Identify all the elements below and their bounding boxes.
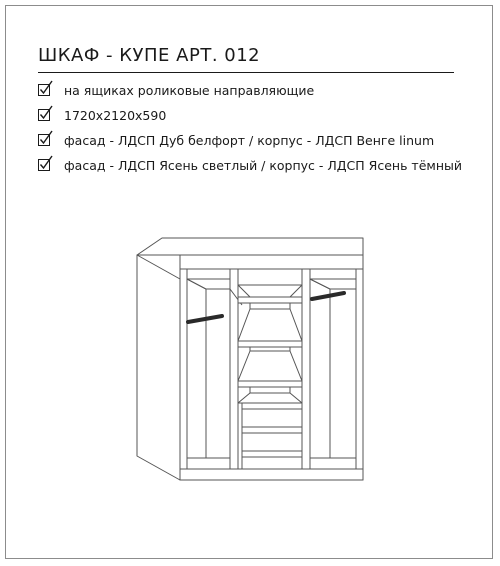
checkbox-icon [38, 108, 52, 122]
page-title: ШКАФ - КУПЕ АРТ. 012 [38, 45, 261, 66]
feature-item [38, 81, 314, 99]
checkbox-icon [38, 133, 52, 147]
checkbox-icon [38, 158, 52, 172]
feature-item [38, 131, 434, 149]
wardrobe-icon [130, 233, 370, 533]
feature-text: фасад - ЛДСП Дуб белфорт / корпус - ЛДСП Венге linum [64, 132, 435, 148]
feature-text: 1720x2120x590 [64, 107, 167, 123]
feature-text: фасад - ЛДСП Ясень светлый / корпус - ЛДСП Ясень тёмный [64, 157, 462, 173]
title-underline [38, 72, 454, 73]
feature-text: на ящиках роликовые направляющие [64, 82, 315, 98]
feature-item [38, 106, 166, 124]
wardrobe-illustration [130, 233, 370, 537]
checkbox-icon [38, 83, 52, 97]
feature-item [38, 156, 462, 174]
